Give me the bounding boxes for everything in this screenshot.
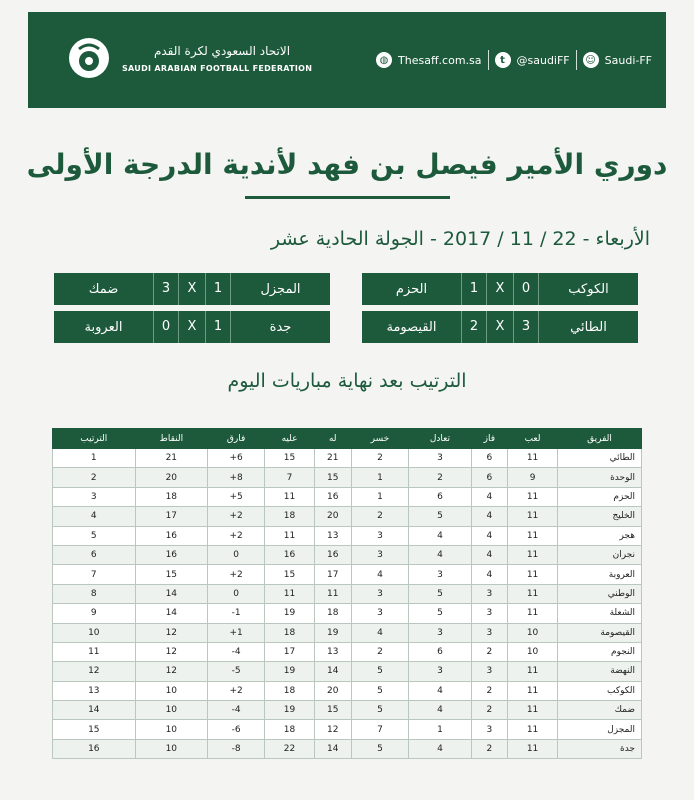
twitter-handle[interactable]: @saudiFF [516, 53, 570, 67]
stat-cell: 1 [351, 487, 409, 506]
stat-cell: 6 [53, 545, 136, 564]
federation-name-arabic: الاتحاد السعودي لكرة القدم [153, 44, 291, 58]
website-link[interactable]: Thesaff.com.sa [398, 53, 482, 67]
stat-cell: 21 [135, 449, 207, 468]
column-header: فاز [471, 429, 508, 449]
stat-cell: 4 [471, 565, 508, 584]
stat-cell: 16 [53, 739, 136, 758]
table-row [53, 507, 642, 526]
table-row [53, 681, 642, 700]
stat-cell: 9 [508, 468, 558, 487]
standings-title: الترتيب بعد نهاية مباريات اليوم [227, 370, 467, 392]
stat-cell: 1 [53, 449, 136, 468]
match-result [362, 273, 638, 305]
stat-cell: 14 [314, 662, 351, 681]
away-score: 3 [153, 273, 179, 305]
column-header: تعادل [409, 429, 471, 449]
social-links [376, 50, 652, 70]
stat-cell: 11 [508, 720, 558, 739]
stat-cell: 6 [409, 487, 471, 506]
stat-cell: 16 [314, 545, 351, 564]
table-row [53, 526, 642, 545]
stat-cell: 5 [409, 584, 471, 603]
stat-cell: 3 [471, 623, 508, 642]
column-header: فارق [208, 429, 265, 449]
stat-cell: 20 [135, 468, 207, 487]
stat-cell: 3 [409, 449, 471, 468]
home-team: الطائي [570, 319, 607, 335]
stat-cell: 10 [508, 642, 558, 661]
stat-cell: 11 [508, 487, 558, 506]
table-row [53, 701, 642, 720]
home-team: جدة [269, 319, 292, 335]
stat-cell: 11 [508, 526, 558, 545]
column-header: خسر [351, 429, 409, 449]
stat-cell: 3 [409, 662, 471, 681]
stat-cell: 4- [208, 701, 265, 720]
stat-cell: 1 [409, 720, 471, 739]
stat-cell: 4 [471, 545, 508, 564]
stat-cell: 19 [265, 662, 315, 681]
team-name-cell: الطائي [558, 449, 642, 468]
stat-cell: 2 [351, 449, 409, 468]
stat-cell: 2 [471, 739, 508, 758]
stat-cell: 11 [508, 449, 558, 468]
stat-cell: 11 [508, 584, 558, 603]
stat-cell: 14 [53, 701, 136, 720]
stat-cell: 10 [135, 739, 207, 758]
away-score: 1 [461, 273, 487, 305]
table-row [53, 623, 642, 642]
stat-cell: 14 [314, 739, 351, 758]
stat-cell: 19 [314, 623, 351, 642]
team-name-cell: الوحدة [558, 468, 642, 487]
stat-cell: 2+ [208, 507, 265, 526]
stat-cell: 4 [409, 545, 471, 564]
team-name-cell: القيصومة [558, 623, 642, 642]
stat-cell: 3 [409, 565, 471, 584]
stat-cell: 20 [314, 681, 351, 700]
stat-cell: 18 [314, 604, 351, 623]
stat-cell: 11 [508, 701, 558, 720]
column-header: الفريق [558, 429, 642, 449]
stat-cell: 18 [135, 487, 207, 506]
stat-cell: 2 [351, 507, 409, 526]
stat-cell: 5 [409, 604, 471, 623]
stat-cell: 5 [351, 701, 409, 720]
versus-mark: X [187, 281, 197, 296]
stat-cell: 3 [351, 526, 409, 545]
stat-cell: 11 [265, 487, 315, 506]
stat-cell: 4 [471, 487, 508, 506]
team-name-cell: العروبة [558, 565, 642, 584]
home-score: 1 [205, 273, 231, 305]
stat-cell: 4 [471, 507, 508, 526]
federation-name-english: SAUDI ARABIAN FOOTBALL FEDERATION [122, 64, 313, 73]
stat-cell: 4 [409, 526, 471, 545]
stat-cell: 11 [508, 545, 558, 564]
team-name-cell: النجوم [558, 642, 642, 661]
stat-cell: 19 [265, 604, 315, 623]
stat-cell: 15 [265, 449, 315, 468]
stat-cell: 12 [314, 720, 351, 739]
stat-cell: 7 [53, 565, 136, 584]
stat-cell: 11 [508, 507, 558, 526]
stat-cell: 11 [508, 662, 558, 681]
away-team: ضمك [88, 281, 119, 297]
round-date: الأربعاء - 22 / 11 / 2017 - الجولة الحادية عشر [270, 228, 650, 250]
stat-cell: 11 [314, 584, 351, 603]
stat-cell: 3 [471, 604, 508, 623]
stat-cell: 10 [135, 720, 207, 739]
stat-cell: 3 [471, 720, 508, 739]
home-score: 0 [513, 273, 539, 305]
stat-cell: 19 [265, 701, 315, 720]
stat-cell: 3 [351, 604, 409, 623]
stat-cell: 7 [265, 468, 315, 487]
stat-cell: 4 [351, 565, 409, 584]
table-row [53, 604, 642, 623]
team-name-cell: الخليج [558, 507, 642, 526]
snapchat-handle[interactable]: Saudi-FF [604, 53, 652, 67]
stat-cell: 8 [53, 584, 136, 603]
stat-cell: 13 [314, 642, 351, 661]
stat-cell: 11 [508, 739, 558, 758]
stat-cell: 16 [135, 545, 207, 564]
away-score: 0 [153, 311, 179, 343]
match-result [362, 311, 638, 343]
stat-cell: 18 [265, 720, 315, 739]
stat-cell: 6 [471, 449, 508, 468]
stat-cell: 8- [208, 739, 265, 758]
table-row [53, 545, 642, 564]
stat-cell: 2 [351, 642, 409, 661]
table-row [53, 487, 642, 506]
team-name-cell: هجر [558, 526, 642, 545]
stat-cell: 2+ [208, 681, 265, 700]
stat-cell: 3 [471, 584, 508, 603]
stat-cell: 4- [208, 642, 265, 661]
stat-cell: 11 [265, 584, 315, 603]
versus-mark: X [187, 319, 197, 334]
stat-cell: 3 [351, 545, 409, 564]
stat-cell: 13 [314, 526, 351, 545]
table-row [53, 584, 642, 603]
stat-cell: 16 [314, 487, 351, 506]
stat-cell: 3 [471, 662, 508, 681]
stat-cell: 10 [53, 623, 136, 642]
stat-cell: 2 [471, 681, 508, 700]
stat-cell: 15 [314, 701, 351, 720]
page-title: دوري الأمير فيصل بن فهد لأندية الدرجة الأولى [26, 148, 668, 181]
team-name-cell: ضمك [558, 701, 642, 720]
stat-cell: 3 [409, 623, 471, 642]
match-result [54, 311, 330, 343]
stat-cell: 4 [351, 623, 409, 642]
stat-cell: 2 [53, 468, 136, 487]
stat-cell: 2+ [208, 526, 265, 545]
team-name-cell: الوطني [558, 584, 642, 603]
stat-cell: 5 [409, 507, 471, 526]
twitter-icon: t [495, 52, 511, 68]
stat-cell: 18 [265, 623, 315, 642]
stat-cell: 21 [314, 449, 351, 468]
team-name-cell: جدة [558, 739, 642, 758]
divider [488, 50, 489, 70]
team-name-cell: الحزم [558, 487, 642, 506]
stat-cell: 11 [508, 681, 558, 700]
away-score: 2 [461, 311, 487, 343]
column-header: لعب [508, 429, 558, 449]
stat-cell: 1+ [208, 623, 265, 642]
stat-cell: 6- [208, 720, 265, 739]
stat-cell: 10 [135, 701, 207, 720]
column-header: النقاط [135, 429, 207, 449]
away-team: القيصومة [386, 319, 437, 335]
stat-cell: 11 [265, 526, 315, 545]
stat-cell: 8+ [208, 468, 265, 487]
away-team: العروبة [84, 319, 123, 335]
table-row [53, 468, 642, 487]
divider [576, 50, 577, 70]
stat-cell: 14 [135, 604, 207, 623]
column-header: له [314, 429, 351, 449]
stat-cell: 4 [53, 507, 136, 526]
stat-cell: 1 [351, 468, 409, 487]
stat-cell: 12 [135, 642, 207, 661]
stat-cell: 5 [351, 739, 409, 758]
stat-cell: 2 [471, 642, 508, 661]
match-result [54, 273, 330, 305]
stat-cell: 9 [53, 604, 136, 623]
column-header: عليه [265, 429, 315, 449]
stat-cell: 13 [53, 681, 136, 700]
stat-cell: 2+ [208, 565, 265, 584]
stat-cell: 6+ [208, 449, 265, 468]
federation-logo-icon [68, 37, 110, 79]
table-header-row [53, 429, 642, 449]
stat-cell: 0 [208, 584, 265, 603]
away-team: الحزم [395, 281, 428, 297]
stat-cell: 5- [208, 662, 265, 681]
home-team: المجزل [260, 281, 301, 297]
stat-cell: 4 [409, 701, 471, 720]
header-banner [28, 12, 666, 108]
table-row [53, 642, 642, 661]
stat-cell: 10 [135, 681, 207, 700]
snapchat-icon: ☺ [583, 52, 599, 68]
team-name-cell: الكوكب [558, 681, 642, 700]
stat-cell: 4 [409, 739, 471, 758]
column-header: الترتيب [53, 429, 136, 449]
stat-cell: 4 [409, 681, 471, 700]
stat-cell: 3 [351, 584, 409, 603]
home-team: الكوكب [568, 281, 609, 297]
stat-cell: 12 [135, 662, 207, 681]
versus-mark: X [495, 319, 505, 334]
table-row [53, 565, 642, 584]
table-row [53, 449, 642, 468]
stat-cell: 7 [351, 720, 409, 739]
stat-cell: 20 [314, 507, 351, 526]
stat-cell: 2 [409, 468, 471, 487]
stat-cell: 2 [471, 701, 508, 720]
stat-cell: 15 [135, 565, 207, 584]
table-row [53, 720, 642, 739]
stat-cell: 11 [508, 565, 558, 584]
stat-cell: 16 [265, 545, 315, 564]
stat-cell: 17 [265, 642, 315, 661]
table-row [53, 662, 642, 681]
team-name-cell: الشعلة [558, 604, 642, 623]
table-row [53, 739, 642, 758]
stat-cell: 1- [208, 604, 265, 623]
stat-cell: 15 [53, 720, 136, 739]
versus-mark: X [495, 281, 505, 296]
stat-cell: 4 [471, 526, 508, 545]
stat-cell: 5 [351, 681, 409, 700]
home-score: 1 [205, 311, 231, 343]
stat-cell: 11 [53, 642, 136, 661]
stat-cell: 6 [409, 642, 471, 661]
stat-cell: 22 [265, 739, 315, 758]
stat-cell: 10 [508, 623, 558, 642]
stat-cell: 11 [508, 604, 558, 623]
stat-cell: 12 [53, 662, 136, 681]
stat-cell: 17 [314, 565, 351, 584]
stat-cell: 3 [53, 487, 136, 506]
team-name-cell: المجزل [558, 720, 642, 739]
stat-cell: 14 [135, 584, 207, 603]
stat-cell: 15 [314, 468, 351, 487]
stat-cell: 0 [208, 545, 265, 564]
stat-cell: 18 [265, 681, 315, 700]
globe-icon: ◍ [376, 52, 392, 68]
stat-cell: 18 [265, 507, 315, 526]
team-name-cell: نجران [558, 545, 642, 564]
stat-cell: 17 [135, 507, 207, 526]
title-underline [245, 196, 450, 199]
standings-table [52, 428, 642, 759]
stat-cell: 5+ [208, 487, 265, 506]
stat-cell: 5 [351, 662, 409, 681]
stat-cell: 6 [471, 468, 508, 487]
stat-cell: 12 [135, 623, 207, 642]
stat-cell: 15 [265, 565, 315, 584]
stat-cell: 5 [53, 526, 136, 545]
stat-cell: 16 [135, 526, 207, 545]
home-score: 3 [513, 311, 539, 343]
team-name-cell: النهضة [558, 662, 642, 681]
